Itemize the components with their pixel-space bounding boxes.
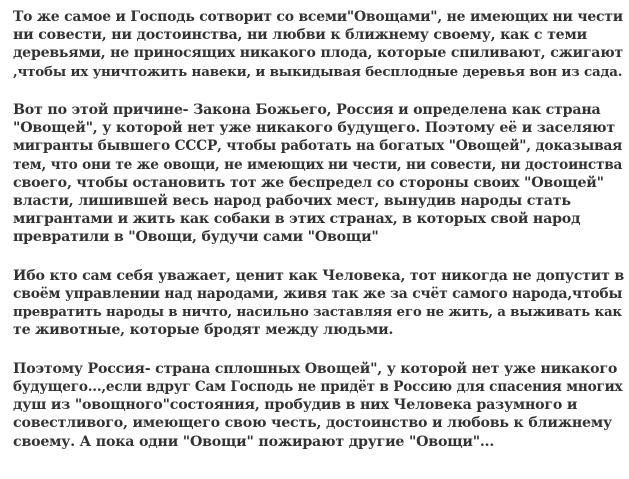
- text-line: своему. А пока одни "Овощи" пожирают другие "Овощи"...: [13, 433, 495, 450]
- text-line: совестливого, имеющего свою честь, достоинство и любовь к ближнему: [13, 415, 612, 432]
- text-line: Ибо кто сам себя уважает, ценит как Человека, тот никогда не допустит в: [13, 267, 625, 284]
- text-line: То же самое и Господь сотворит со всеми"Овощами", не имеющих ни чести: [13, 9, 623, 25]
- text-line: Вот по этой причине- Закона Божьего, Россия и определена как страна: [13, 102, 601, 118]
- paragraph-3: [13, 267, 625, 340]
- text-line: своём управлении над народами, живя так же за счёт самого народа,чтобы: [13, 286, 623, 303]
- text-line: душ из "овощного"состояния, пробудив в них Человека разумного и: [13, 397, 578, 414]
- text-line: Поэтому Россия- страна сплошных Овощей", у которой нет уже никакого: [13, 360, 618, 377]
- text-line: те животные, которые бродят между людьми.: [13, 322, 394, 339]
- text-line: власти, лишившей весь народ рабочих мест, вынудив народы стать: [13, 193, 571, 210]
- text-line: ни совести, ни достоинства, ни любви к ближнему своему, как с теми: [13, 27, 587, 44]
- text-line: будущего...,если вдруг Сам Господь не придёт в Россию для спасения многих: [13, 379, 623, 396]
- text-line: превратить народы в ничто, насильно заставляя его не жить, а выживать как: [13, 304, 622, 321]
- text-line: мигрантами и жить как собаки в этих странах, в которых свой народ: [13, 211, 581, 228]
- paragraph-4: [13, 360, 625, 451]
- text-line: тем, что они те же овощи, не имеющих ни чести, ни совести, ни достоинства: [13, 156, 623, 173]
- text-line: деревьями, не приносящих никакого плода, которые спиливают, сжигают: [13, 45, 623, 62]
- text-line: своего, чтобы остановить тот же беспредел со стороны своих "Овощей": [13, 174, 604, 191]
- text-line: ,чтобы их уничтожить навеки, и выкидывая бесплодные деревья вон из сада.: [13, 63, 623, 80]
- text-line: мигранты бывшего СССР, чтобы работать на богатых "Овощей", доказывая: [13, 138, 623, 155]
- text-line: превратили в "Овощи, будучи сами "Овощи": [13, 229, 379, 246]
- paragraph-1: [13, 8, 625, 81]
- text-line: "Овощей", у которой нет уже никакого будущего. Поэтому её и заселяют: [13, 120, 615, 137]
- paragraph-2: [13, 101, 625, 247]
